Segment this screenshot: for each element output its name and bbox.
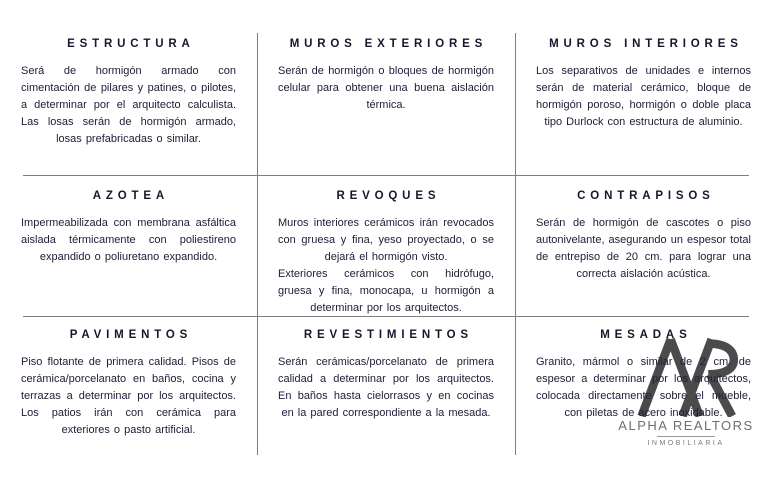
- cell-title: CONTRAPISOS: [577, 190, 715, 202]
- cell-title: ESTRUCTURA: [67, 38, 195, 50]
- cell-body: Serán cerámicas/porcelanato de primera calidad a determinar por los arquitectos. En baños hasta cielorrasos y en cocinas en la pared correspondiente a la mesada.: [278, 356, 494, 419]
- cell-body: Los separativos de unidades e internos serán de material cerámico, bloque de hormigón poroso, hormigón o doble placa tipo Durlock con estructura de aluminio.: [536, 65, 751, 128]
- spec-cell-revoques: [257, 175, 515, 316]
- cell-title: MUROS INTERIORES: [549, 38, 743, 50]
- logo-tagline: INMOBILIARIA: [647, 440, 725, 447]
- logo-brand-name: ALPHA REALTORS: [618, 418, 754, 433]
- cell-title: AZOTEA: [92, 190, 170, 202]
- cell-title: MESADAS: [600, 329, 692, 341]
- cell-title: PAVIMENTOS: [69, 329, 193, 341]
- cell-body: Granito, mármol o similar de 2 cm. de espesor a determinar por los arquitectos, colocada directamente sobre el mueble, con piletas de acero inoxidable.: [536, 356, 751, 419]
- cell-body-2: Exteriores cerámicos con hidrófugo, gruesa y fina, monocapa, u hormigón a determinar por los arquitectos.: [278, 268, 494, 314]
- cell-body: Será de hormigón armado con cimentación de pilares y patines, o pilotes, a determinar por el arquitecto calculista. Las losas serán de hormigón armado, losas prefabricadas o similar.: [21, 65, 236, 145]
- spec-cell-revestimientos: [257, 316, 515, 488]
- spec-cell-contrapisos: [515, 175, 772, 316]
- cell-body: Muros interiores cerámicos irán revocados con gruesa y fina, yeso proyectado, o se dejará el hormigón visto.: [278, 217, 494, 263]
- cell-title: REVESTIMIENTOS: [303, 329, 473, 341]
- spec-cell-muros-interiores: [515, 0, 772, 175]
- spec-cell-estructura: [0, 0, 257, 175]
- spec-cell-azotea: [0, 175, 257, 316]
- spec-cell-pavimentos: [0, 316, 257, 488]
- cell-title: MUROS EXTERIORES: [289, 38, 488, 50]
- cell-title: REVOQUES: [336, 190, 441, 202]
- spec-cell-muros-exteriores: [257, 0, 515, 175]
- cell-body: Piso flotante de primera calidad. Pisos de cerámica/porcelanato en baños, cocina y terrazas a determinar por los arquitectos. Los patios irán con cerámica para exteriores o pasto artificial.: [21, 356, 236, 436]
- cell-body: Impermeabilizada con membrana asfáltica aislada térmicamente con poliestireno expandido o poliuretano expandido.: [21, 217, 236, 263]
- spec-cell-mesadas: [515, 316, 772, 488]
- cell-body: Serán de hormigón o bloques de hormigón celular para obtener una buena aislación térmica.: [278, 65, 494, 111]
- cell-body: Serán de hormigón de cascotes o piso autonivelante, asegurando un espesor total de entrepiso de 20 cm. para lograr una correcta aislación acústica.: [536, 217, 751, 280]
